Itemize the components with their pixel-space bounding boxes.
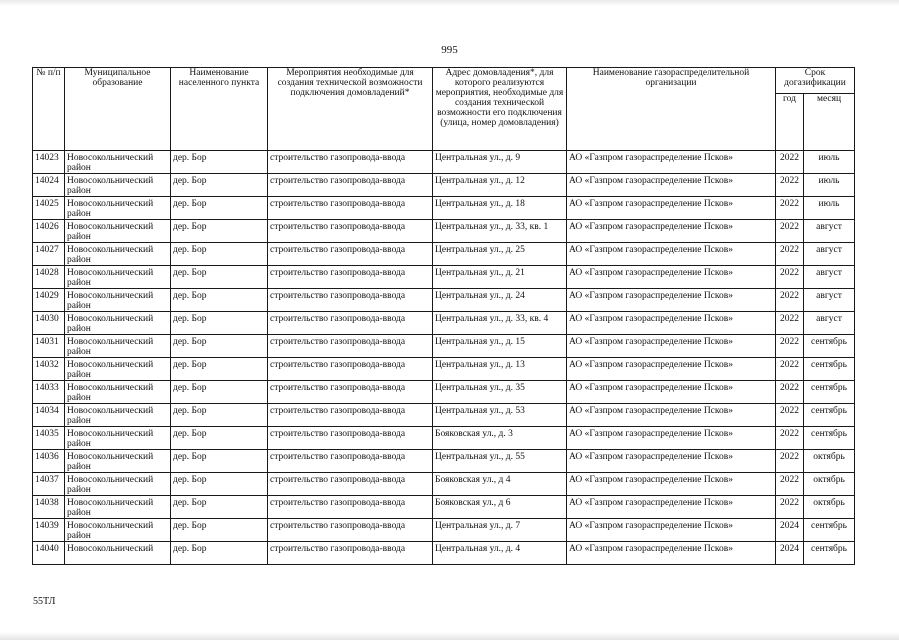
cell-organization: АО «Газпром газораспределение Псков» xyxy=(567,496,776,519)
cell-num: 14024 xyxy=(33,174,65,197)
cell-organization: АО «Газпром газораспределение Псков» xyxy=(567,519,776,542)
cell-organization: АО «Газпром газораспределение Псков» xyxy=(567,427,776,450)
cell-municipality: Новосокольнический район xyxy=(65,312,171,335)
cell-organization: АО «Газпром газораспределение Псков» xyxy=(567,381,776,404)
table-row xyxy=(33,266,855,289)
cell-address: Центральная ул., д. 35 xyxy=(433,381,567,404)
cell-month: июль xyxy=(804,174,855,197)
cell-num: 14037 xyxy=(33,473,65,496)
cell-month: сентябрь xyxy=(804,335,855,358)
cell-address: Центральная ул., д. 15 xyxy=(433,335,567,358)
cell-settlement: дер. Бор xyxy=(171,427,268,450)
page-number: 995 xyxy=(441,44,458,56)
cell-settlement: дер. Бор xyxy=(171,450,268,473)
cell-organization: АО «Газпром газораспределение Псков» xyxy=(567,312,776,335)
table-row xyxy=(33,358,855,381)
cell-year: 2022 xyxy=(776,151,804,174)
cell-address: Центральная ул., д. 7 xyxy=(433,519,567,542)
cell-organization: АО «Газпром газораспределение Псков» xyxy=(567,358,776,381)
cell-organization: АО «Газпром газораспределение Псков» xyxy=(567,404,776,427)
cell-measures: строительство газопровода-ввода xyxy=(268,358,433,381)
cell-settlement: дер. Бор xyxy=(171,519,268,542)
cell-measures: строительство газопровода-ввода xyxy=(268,289,433,312)
cell-num: 14026 xyxy=(33,220,65,243)
header-municipality: Муниципальное образование xyxy=(65,68,171,151)
header-year: год xyxy=(776,94,804,151)
cell-address: Центральная ул., д. 33, кв. 4 xyxy=(433,312,567,335)
cell-settlement: дер. Бор xyxy=(171,473,268,496)
cell-num: 14032 xyxy=(33,358,65,381)
cell-year: 2022 xyxy=(776,450,804,473)
cell-settlement: дер. Бор xyxy=(171,404,268,427)
cell-organization: АО «Газпром газораспределение Псков» xyxy=(567,473,776,496)
cell-organization: АО «Газпром газораспределение Псков» xyxy=(567,151,776,174)
table-row xyxy=(33,220,855,243)
cell-measures: строительство газопровода-ввода xyxy=(268,427,433,450)
cell-address: Центральная ул., д. 18 xyxy=(433,197,567,220)
table-row xyxy=(33,427,855,450)
cell-organization: АО «Газпром газораспределение Псков» xyxy=(567,335,776,358)
cell-organization: АО «Газпром газораспределение Псков» xyxy=(567,289,776,312)
cell-address: Центральная ул., д. 4 xyxy=(433,542,567,565)
table-row xyxy=(33,335,855,358)
table-row xyxy=(33,381,855,404)
cell-address: Центральная ул., д. 25 xyxy=(433,243,567,266)
table-row xyxy=(33,404,855,427)
cell-municipality: Новосокольнический район xyxy=(65,289,171,312)
cell-municipality: Новосокольнический район xyxy=(65,243,171,266)
cell-municipality: Новосокольнический район xyxy=(65,381,171,404)
cell-organization: АО «Газпром газораспределение Псков» xyxy=(567,266,776,289)
table-row xyxy=(33,174,855,197)
cell-year: 2024 xyxy=(776,542,804,565)
scan-edge-bottom xyxy=(0,632,899,640)
cell-municipality: Новосокольнический район xyxy=(65,496,171,519)
footer-code: 55ТЛ xyxy=(33,596,56,607)
cell-municipality: Новосокольнический район xyxy=(65,197,171,220)
table-row xyxy=(33,289,855,312)
cell-num: 14031 xyxy=(33,335,65,358)
table-row xyxy=(33,519,855,542)
cell-address: Центральная ул., д. 13 xyxy=(433,358,567,381)
cell-municipality: Новосокольнический район xyxy=(65,335,171,358)
cell-month: сентябрь xyxy=(804,404,855,427)
table-row xyxy=(33,312,855,335)
cell-measures: строительство газопровода-ввода xyxy=(268,473,433,496)
cell-settlement: дер. Бор xyxy=(171,243,268,266)
cell-municipality: Новосокольнический район xyxy=(65,174,171,197)
cell-settlement: дер. Бор xyxy=(171,174,268,197)
cell-year: 2022 xyxy=(776,358,804,381)
gasification-table xyxy=(32,67,855,565)
cell-year: 2022 xyxy=(776,335,804,358)
cell-year: 2024 xyxy=(776,519,804,542)
cell-measures: строительство газопровода-ввода xyxy=(268,243,433,266)
cell-num: 14028 xyxy=(33,266,65,289)
cell-month: август xyxy=(804,220,855,243)
table-header-row xyxy=(33,68,855,94)
cell-num: 14040 xyxy=(33,542,65,565)
cell-settlement: дер. Бор xyxy=(171,542,268,565)
cell-organization: АО «Газпром газораспределение Псков» xyxy=(567,450,776,473)
cell-num: 14023 xyxy=(33,151,65,174)
cell-month: октябрь xyxy=(804,473,855,496)
header-settlement: Наименование населенного пункта xyxy=(171,68,268,151)
header-deadline: Срок догазификации xyxy=(776,68,855,94)
cell-measures: строительство газопровода-ввода xyxy=(268,220,433,243)
cell-address: Центральная ул., д. 24 xyxy=(433,289,567,312)
cell-settlement: дер. Бор xyxy=(171,197,268,220)
table-row xyxy=(33,197,855,220)
cell-address: Бояковская ул., д 6 xyxy=(433,496,567,519)
header-measures: Мероприятия необходимые для создания технической возможности подключения домовладений* xyxy=(268,68,433,151)
cell-year: 2022 xyxy=(776,496,804,519)
cell-month: июль xyxy=(804,151,855,174)
cell-year: 2022 xyxy=(776,381,804,404)
cell-month: июль xyxy=(804,197,855,220)
cell-num: 14036 xyxy=(33,450,65,473)
cell-municipality: Новосокольнический район xyxy=(65,151,171,174)
table-row xyxy=(33,496,855,519)
cell-settlement: дер. Бор xyxy=(171,496,268,519)
cell-address: Центральная ул., д. 53 xyxy=(433,404,567,427)
cell-address: Центральная ул., д. 33, кв. 1 xyxy=(433,220,567,243)
cell-month: август xyxy=(804,243,855,266)
cell-num: 14038 xyxy=(33,496,65,519)
cell-organization: АО «Газпром газораспределение Псков» xyxy=(567,197,776,220)
cell-municipality: Новосокольнический район xyxy=(65,220,171,243)
cell-month: август xyxy=(804,289,855,312)
cell-organization: АО «Газпром газораспределение Псков» xyxy=(567,220,776,243)
cell-measures: строительство газопровода-ввода xyxy=(268,266,433,289)
cell-month: август xyxy=(804,266,855,289)
cell-address: Бояковская ул., д 4 xyxy=(433,473,567,496)
cell-year: 2022 xyxy=(776,312,804,335)
cell-year: 2022 xyxy=(776,174,804,197)
scan-edge-top xyxy=(0,0,899,6)
table-row xyxy=(33,450,855,473)
table-row xyxy=(33,473,855,496)
cell-num: 14027 xyxy=(33,243,65,266)
cell-measures: строительство газопровода-ввода xyxy=(268,151,433,174)
cell-measures: строительство газопровода-ввода xyxy=(268,312,433,335)
cell-municipality: Новосокольнический район xyxy=(65,266,171,289)
cell-num: 14030 xyxy=(33,312,65,335)
cell-num: 14035 xyxy=(33,427,65,450)
cell-settlement: дер. Бор xyxy=(171,381,268,404)
cell-address: Центральная ул., д. 12 xyxy=(433,174,567,197)
cell-num: 14034 xyxy=(33,404,65,427)
cell-month: сентябрь xyxy=(804,427,855,450)
header-num: № п/п xyxy=(33,68,65,151)
cell-year: 2022 xyxy=(776,197,804,220)
header-month: месяц xyxy=(804,94,855,151)
cell-month: октябрь xyxy=(804,450,855,473)
cell-settlement: дер. Бор xyxy=(171,266,268,289)
cell-municipality: Новосокольнический район xyxy=(65,427,171,450)
cell-month: август xyxy=(804,312,855,335)
header-address: Адрес домовладения*, для которого реализуются мероприятия, необходимые для создания технической возможности его подключения (улица, номер домовладения) xyxy=(433,68,567,151)
cell-measures: строительство газопровода-ввода xyxy=(268,174,433,197)
cell-year: 2022 xyxy=(776,243,804,266)
cell-municipality: Новосокольнический район xyxy=(65,450,171,473)
cell-organization: АО «Газпром газораспределение Псков» xyxy=(567,174,776,197)
table-row xyxy=(33,243,855,266)
cell-num: 14033 xyxy=(33,381,65,404)
cell-measures: строительство газопровода-ввода xyxy=(268,197,433,220)
cell-num: 14039 xyxy=(33,519,65,542)
cell-municipality: Новосокольнический район xyxy=(65,473,171,496)
cell-measures: строительство газопровода-ввода xyxy=(268,519,433,542)
cell-year: 2022 xyxy=(776,473,804,496)
cell-address: Бояковская ул., д. 3 xyxy=(433,427,567,450)
cell-measures: строительство газопровода-ввода xyxy=(268,450,433,473)
cell-address: Центральная ул., д. 9 xyxy=(433,151,567,174)
cell-measures: строительство газопровода-ввода xyxy=(268,381,433,404)
header-organization: Наименование газораспределительной организации xyxy=(567,68,776,151)
table-row xyxy=(33,151,855,174)
cell-num: 14029 xyxy=(33,289,65,312)
cell-municipality: Новосокольнический район xyxy=(65,519,171,542)
cell-measures: строительство газопровода-ввода xyxy=(268,335,433,358)
table-row xyxy=(33,542,855,565)
cell-measures: строительство газопровода-ввода xyxy=(268,542,433,565)
cell-month: сентябрь xyxy=(804,519,855,542)
cell-settlement: дер. Бор xyxy=(171,289,268,312)
cell-address: Центральная ул., д. 21 xyxy=(433,266,567,289)
cell-year: 2022 xyxy=(776,404,804,427)
cell-year: 2022 xyxy=(776,427,804,450)
cell-organization: АО «Газпром газораспределение Псков» xyxy=(567,542,776,565)
cell-measures: строительство газопровода-ввода xyxy=(268,496,433,519)
cell-municipality: Новосокольнический район xyxy=(65,358,171,381)
cell-year: 2022 xyxy=(776,220,804,243)
cell-year: 2022 xyxy=(776,266,804,289)
cell-settlement: дер. Бор xyxy=(171,358,268,381)
cell-settlement: дер. Бор xyxy=(171,220,268,243)
cell-month: сентябрь xyxy=(804,381,855,404)
cell-measures: строительство газопровода-ввода xyxy=(268,404,433,427)
cell-num: 14025 xyxy=(33,197,65,220)
cell-municipality: Новосокольнический район xyxy=(65,404,171,427)
cell-month: октябрь xyxy=(804,496,855,519)
cell-month: сентябрь xyxy=(804,358,855,381)
cell-year: 2022 xyxy=(776,289,804,312)
cell-month: сентябрь xyxy=(804,542,855,565)
cell-settlement: дер. Бор xyxy=(171,312,268,335)
cell-organization: АО «Газпром газораспределение Псков» xyxy=(567,243,776,266)
cell-address: Центральная ул., д. 55 xyxy=(433,450,567,473)
cell-municipality: Новосокольнический xyxy=(65,542,171,565)
table-body xyxy=(33,151,855,565)
cell-settlement: дер. Бор xyxy=(171,151,268,174)
cell-settlement: дер. Бор xyxy=(171,335,268,358)
